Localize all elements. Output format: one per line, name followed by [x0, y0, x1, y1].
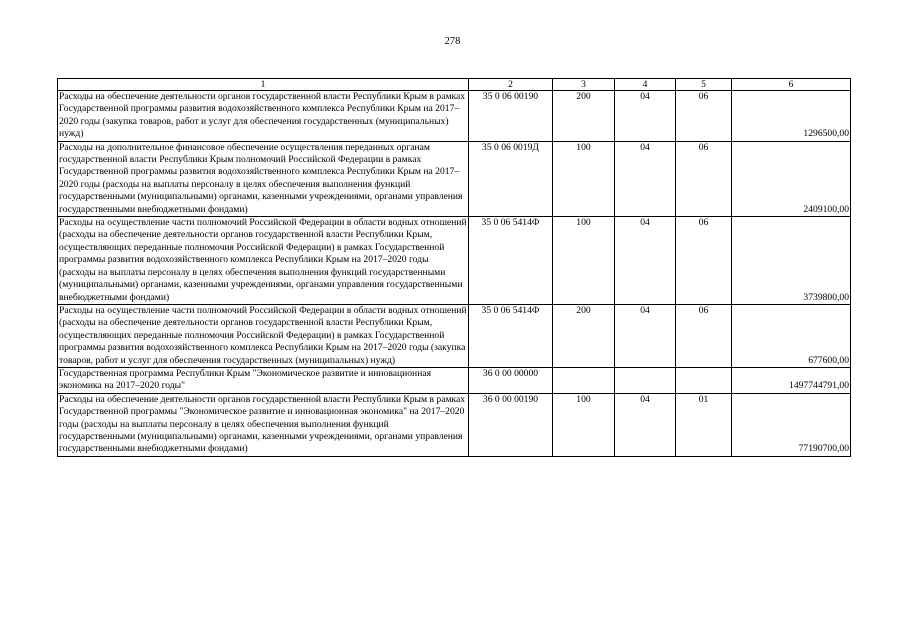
row-target-code: 36 0 00 00000: [469, 367, 553, 393]
row-expense-type: 200: [553, 304, 615, 367]
table-row: [58, 367, 851, 393]
table-row: [58, 393, 851, 456]
row-subsection: 01: [676, 393, 732, 456]
budget-table: [57, 78, 851, 457]
row-subsection: 06: [676, 217, 732, 305]
row-name: Расходы на обеспечение деятельности органов государственной власти Республики Крым в рамках Государственной программы "Экономическое развитие и инновационная экономика" на 2017–2020 годы (расходы на выплаты персоналу в целях обеспечения выполнения функций государственными (муниципальными) органами, казенными учреждениями, органами управления государственными внебюджетными фондами): [58, 393, 469, 456]
header-col-2: 2: [469, 79, 553, 91]
row-amount: 77190700,00: [732, 393, 851, 456]
header-col-4: 4: [615, 79, 676, 91]
row-amount: 1296500,00: [732, 91, 851, 142]
header-col-5: 5: [676, 79, 732, 91]
row-name: Расходы на дополнительное финансовое обеспечение осуществления переданных органам государственной власти Республики Крым полномочий Российской Федерации в рамках Государственной программы развития водохозяйственного комплекса Республики Крым на 2017–2020 годы (расходы на выплаты персоналу в целях обеспечения выполнения функций государственными (муниципальными) органами, казенными учреждениями, органами управления государственными внебюджетными фондами): [58, 141, 469, 216]
row-target-code: 35 0 06 00190: [469, 91, 553, 142]
row-expense-type: 100: [553, 217, 615, 305]
row-amount: 2409100,00: [732, 141, 851, 216]
row-section: 04: [615, 91, 676, 142]
header-row: [58, 79, 851, 91]
row-target-code: 36 0 00 00190: [469, 393, 553, 456]
row-expense-type: 100: [553, 393, 615, 456]
row-subsection: 06: [676, 304, 732, 367]
row-expense-type: 100: [553, 141, 615, 216]
row-section: 04: [615, 141, 676, 216]
row-target-code: 35 0 06 5414Ф: [469, 217, 553, 305]
table-row: [58, 141, 851, 216]
row-name: Расходы на осуществление части полномочий Российской Федерации в области водных отношений (расходы на обеспечение деятельности органов государственной власти Республики Крым, осуществляющих переданные полномочия Российской Федерации) в рамках Государственной программы развития водохозяйственного комплекса Республики Крым на 2017–2020 годы (закупка товаров, работ и услуг для обеспечения государственных (муниципальных) нужд): [59, 304, 467, 366]
table-row: [58, 217, 851, 305]
page-number: 278: [444, 36, 461, 47]
header-col-6: 6: [732, 79, 851, 91]
header-col-1: 1: [58, 79, 469, 91]
row-target-code: 35 0 06 0019Д: [469, 141, 553, 216]
row-subsection: 06: [676, 141, 732, 216]
row-subsection: [676, 367, 732, 393]
table-row: [58, 304, 851, 367]
row-name: Расходы на обеспечение деятельности органов государственной власти Республики Крым в рамках Государственной программы развития водохозяйственного комплекса Республики Крым на 2017–2020 годы (закупка товаров, работ и услуг для обеспечения государственных (муниципальных) нужд): [58, 91, 469, 142]
row-amount: 677600,00: [732, 304, 851, 367]
row-section: 04: [615, 217, 676, 305]
row-amount: 1497744791,00: [732, 367, 851, 393]
row-name: Государственная программа Республики Крым "Экономическое развитие и инновационная экономика на 2017–2020 годы": [58, 367, 469, 393]
row-subsection: 06: [676, 91, 732, 142]
header-col-3: 3: [553, 79, 615, 91]
row-expense-type: 200: [553, 91, 615, 142]
table-row: [58, 91, 851, 142]
row-amount: 3739800,00: [732, 217, 851, 305]
row-section: [615, 367, 676, 393]
row-name: Расходы на осуществление части полномочий Российской Федерации в области водных отношений (расходы на обеспечение деятельности органов государственной власти Республики Крым, осуществляющих переданные полномочия Российской Федерации) в рамках Государственной программы развития водохозяйственного комплекса Республики Крым на 2017–2020 годы (расходы на выплаты персоналу в целях обеспечения выполнения функций государственными (муниципальными) органами, казенными учреждениями, органами управления государственными внебюджетными фондами): [59, 217, 467, 303]
row-section: 04: [615, 304, 676, 367]
row-expense-type: [553, 367, 615, 393]
row-section: 04: [615, 393, 676, 456]
row-target-code: 35 0 06 5414Ф: [469, 304, 553, 367]
